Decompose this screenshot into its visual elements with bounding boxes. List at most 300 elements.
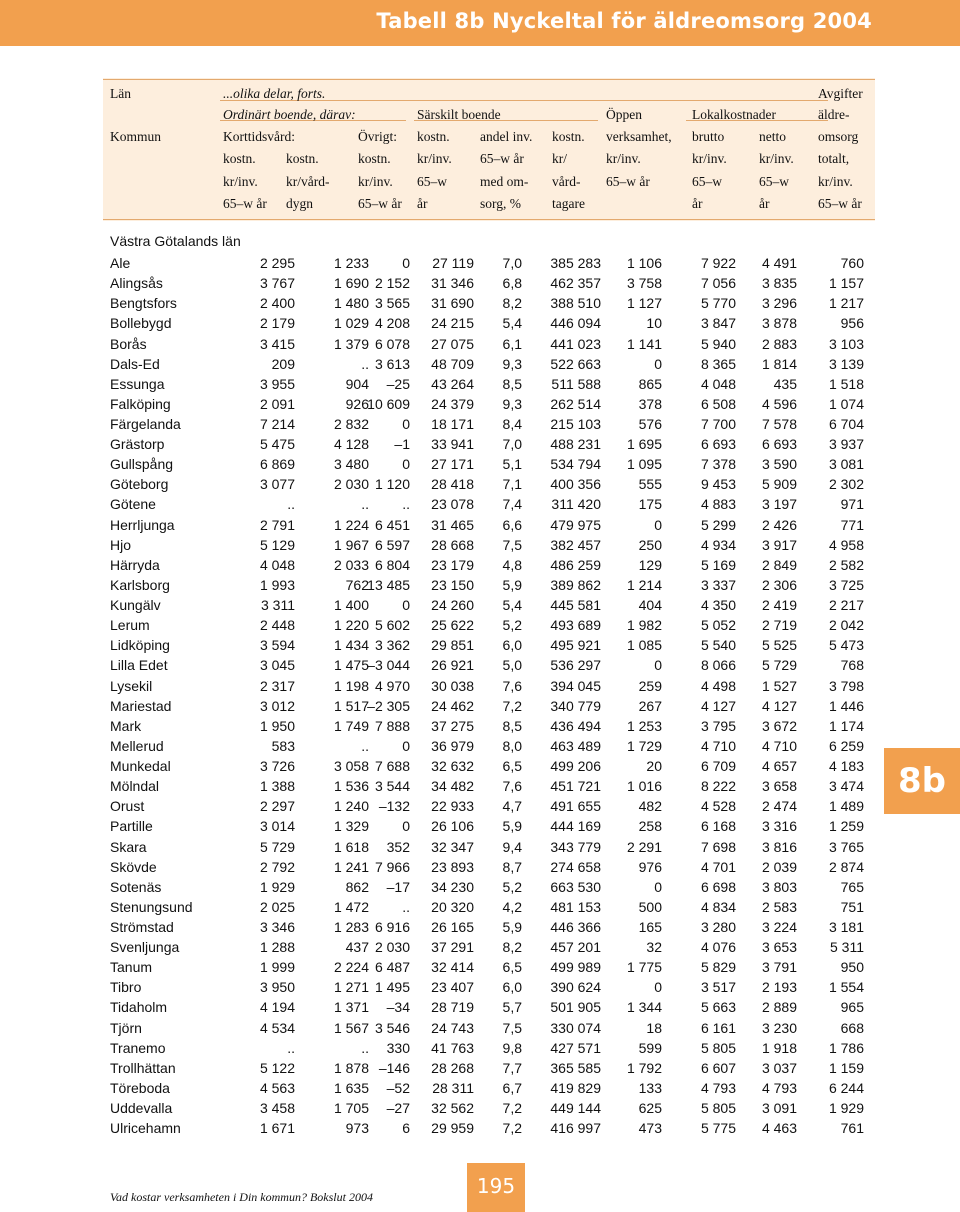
kommun-name: Borås	[110, 335, 147, 352]
table-cell: 3 937	[828, 436, 864, 453]
table-cell: 5 169	[700, 556, 736, 573]
table-cell: 488 231	[550, 436, 601, 453]
table-cell: 4 183	[828, 758, 864, 774]
table-cell: 1 379	[333, 335, 369, 352]
table-cell: 24 379	[431, 395, 474, 412]
table-cell: 3 803	[761, 878, 797, 895]
table-cell: 1 253	[626, 717, 662, 734]
table-cell: 486 259	[550, 556, 601, 573]
table-cell: 3 458	[259, 1100, 295, 1116]
table-cell: 926	[345, 395, 369, 412]
table-row	[0, 736, 960, 756]
header-aldre: äldre-	[818, 107, 850, 122]
table-cell: 5 729	[761, 657, 797, 674]
header-lan: Län	[110, 86, 131, 101]
table-row	[0, 253, 960, 273]
table-cell: 576	[638, 416, 662, 432]
table-cell: 3 415	[259, 335, 295, 352]
table-cell: 6 244	[828, 1079, 864, 1096]
table-cell: 2 295	[259, 255, 295, 271]
table-cell: 2 217	[828, 597, 864, 613]
table-cell: 2 582	[828, 556, 864, 573]
table-cell: 1 127	[626, 295, 662, 312]
table-cell: 7 056	[700, 275, 736, 292]
table-cell: 3 565	[374, 295, 410, 312]
table-cell: 7 888	[374, 717, 410, 734]
table-cell: 1 786	[828, 1039, 864, 1056]
table-cell: 1 095	[626, 456, 662, 473]
table-cell: 7 214	[259, 416, 295, 432]
table-cell: 3 280	[700, 919, 736, 935]
table-cell: ..	[402, 898, 410, 915]
table-cell: 1 729	[626, 737, 662, 754]
table-cell: 436 494	[550, 717, 601, 734]
table-cell: 31 465	[431, 516, 474, 533]
table-cell: 1 993	[259, 576, 295, 593]
table-cell: 1 982	[626, 617, 662, 634]
table-cell: 7,0	[502, 255, 522, 271]
table-cell: 6,1	[502, 335, 522, 352]
table-cell: 6 698	[700, 878, 736, 895]
table-cell: 2 419	[761, 597, 797, 613]
table-cell: 973	[345, 1120, 369, 1137]
table-cell: 7,5	[502, 536, 522, 553]
table-row	[0, 676, 960, 696]
table-row	[0, 575, 960, 595]
table-cell: 1 288	[259, 939, 295, 956]
table-cell: 1 217	[828, 295, 864, 312]
table-cell: 904	[345, 375, 369, 392]
table-cell: 6,7	[502, 1079, 522, 1096]
table-cell: 1 999	[259, 959, 295, 976]
table-cell: 4 883	[700, 496, 736, 513]
table-cell: 6 451	[374, 516, 410, 533]
table-cell: 28 418	[431, 476, 474, 493]
table-row	[0, 313, 960, 333]
table-cell: 23 179	[431, 556, 474, 573]
table-cell: 7 700	[700, 416, 736, 432]
table-row	[0, 434, 960, 454]
table-cell: 6 916	[374, 919, 410, 935]
table-cell: 1 929	[828, 1100, 864, 1116]
table-cell: 1 371	[333, 999, 369, 1016]
table-cell: 1 016	[626, 778, 662, 795]
table-cell: 32	[646, 939, 662, 956]
table-cell: 499 206	[550, 758, 601, 774]
table-cell: 3 795	[700, 717, 736, 734]
chapter-tab-label: 8b	[898, 761, 946, 801]
table-cell: 1 705	[333, 1100, 369, 1116]
table-cell: 5 805	[700, 1100, 736, 1116]
kommun-name: Falköping	[110, 395, 171, 412]
table-cell: 343 779	[550, 838, 601, 855]
table-cell: 1 029	[333, 315, 369, 332]
header-col4: 65–w	[417, 174, 447, 189]
table-cell: 1 085	[626, 637, 662, 654]
table-cell: 534 794	[550, 456, 601, 473]
table-cell: 0	[654, 979, 662, 996]
table-cell: 26 165	[431, 919, 474, 935]
table-cell: 0	[654, 516, 662, 533]
table-cell: 9,3	[502, 395, 522, 412]
table-cell: 3 546	[374, 1019, 410, 1036]
table-cell: 1 554	[828, 979, 864, 996]
kommun-name: Töreboda	[110, 1079, 170, 1096]
table-cell: 1 878	[333, 1059, 369, 1076]
table-cell: 43 264	[431, 375, 474, 392]
table-cell: 1 400	[333, 597, 369, 613]
table-cell: 1 967	[333, 536, 369, 553]
table-cell: 2 792	[259, 858, 295, 875]
table-cell: 5 805	[700, 1039, 736, 1056]
table-cell: 1 695	[626, 436, 662, 453]
table-cell: 5 299	[700, 516, 736, 533]
table-cell: 3 224	[761, 919, 797, 935]
table-row	[0, 494, 960, 514]
header-col10: 65–w år	[818, 196, 862, 211]
table-cell: 0	[654, 355, 662, 372]
table-cell: 41 763	[431, 1039, 474, 1056]
table-row	[0, 1018, 960, 1038]
table-cell: 446 366	[550, 919, 601, 935]
table-row	[0, 555, 960, 575]
table-cell: 765	[840, 878, 864, 895]
table-cell: 5,2	[502, 617, 522, 634]
kommun-name: Skara	[110, 838, 147, 855]
table-cell: 6 259	[828, 737, 864, 754]
table-cell: 23 407	[431, 979, 474, 996]
table-cell: ..	[402, 496, 410, 513]
table-cell: 3 480	[333, 456, 369, 473]
table-cell: 3 014	[259, 818, 295, 835]
table-cell: 5 540	[700, 637, 736, 654]
table-cell: 8 222	[700, 778, 736, 795]
table-cell: 2 091	[259, 395, 295, 412]
table-cell: 5 475	[259, 436, 295, 453]
table-row	[0, 816, 960, 836]
table-row	[0, 354, 960, 374]
table-cell: 259	[638, 677, 662, 694]
table-row	[0, 655, 960, 675]
table-cell: 5 829	[700, 959, 736, 976]
table-cell: 7,7	[502, 1059, 522, 1076]
table-cell: 32 562	[431, 1100, 474, 1116]
table-cell: 1 950	[259, 717, 295, 734]
header-col8: brutto	[692, 129, 725, 144]
kommun-name: Färgelanda	[110, 416, 181, 432]
table-cell: 9,3	[502, 355, 522, 372]
table-cell: 37 291	[431, 939, 474, 956]
table-row	[0, 635, 960, 655]
table-cell: 3 917	[761, 536, 797, 553]
table-cell: 2 042	[828, 617, 864, 634]
table-cell: 36 979	[431, 737, 474, 754]
header-col5: sorg, %	[480, 196, 522, 211]
header-col3: kr/inv.	[358, 174, 393, 189]
table-cell: 6,5	[502, 758, 522, 774]
table-cell: 3 791	[761, 959, 797, 976]
kommun-name: Ale	[110, 255, 131, 271]
table-cell: 394 045	[550, 677, 601, 694]
table-row	[0, 273, 960, 293]
table-cell: 865	[638, 375, 662, 392]
table-cell: 1 174	[828, 717, 864, 734]
table-cell: 3 362	[374, 637, 410, 654]
table-cell: 5 940	[700, 335, 736, 352]
kommun-name: Lidköping	[110, 637, 170, 654]
table-cell: 3 767	[259, 275, 295, 292]
table-cell: 6 709	[700, 758, 736, 774]
table-cell: 5 909	[761, 476, 797, 493]
header-col6: kostn.	[552, 129, 585, 144]
table-cell: 28 668	[431, 536, 474, 553]
table-cell: 437	[345, 939, 369, 956]
table-cell: 8,0	[502, 737, 522, 754]
table-cell: 6 597	[374, 536, 410, 553]
table-cell: 2 033	[333, 556, 369, 573]
table-cell: ..	[287, 496, 295, 513]
table-cell: 3 653	[761, 939, 797, 956]
table-cell: 1 671	[259, 1120, 295, 1137]
table-cell: 3 765	[828, 838, 864, 855]
table-cell: 1 329	[333, 818, 369, 835]
table-cell: 3 955	[259, 375, 295, 392]
table-cell: 4 793	[761, 1079, 797, 1096]
table-cell: 7,0	[502, 436, 522, 453]
table-cell: 8,2	[502, 295, 522, 312]
table-cell: 7 922	[700, 255, 736, 271]
table-cell: 5 525	[761, 637, 797, 654]
kommun-name: Hjo	[110, 536, 132, 553]
table-cell: 4,2	[502, 898, 522, 915]
table-row	[0, 857, 960, 877]
table-cell: 499 989	[550, 959, 601, 976]
table-cell: 1 220	[333, 617, 369, 634]
table-cell: 382 457	[550, 536, 601, 553]
table-cell: 4 127	[761, 697, 797, 714]
table-cell: 27 075	[431, 335, 474, 352]
header-col4: kostn.	[417, 129, 450, 144]
header-col9: 65–w	[759, 174, 789, 189]
table-cell: 2 400	[259, 295, 295, 312]
table-cell: 5,4	[502, 315, 522, 332]
table-cell: 4 128	[333, 436, 369, 453]
table-cell: 2 317	[259, 677, 295, 694]
table-cell: 3 847	[700, 315, 736, 332]
table-cell: 599	[638, 1039, 662, 1056]
table-cell: 1 159	[828, 1059, 864, 1076]
table-cell: 1 536	[333, 778, 369, 795]
table-row	[0, 897, 960, 917]
table-cell: 7 578	[761, 416, 797, 432]
table-cell: –34	[386, 999, 410, 1016]
table-cell: 3 658	[761, 778, 797, 795]
header-col2: dygn	[286, 196, 313, 211]
table-cell: 6 168	[700, 818, 736, 835]
table-cell: 330	[386, 1039, 410, 1056]
table-cell: 6 161	[700, 1019, 736, 1036]
table-cell: 404	[638, 597, 662, 613]
table-cell: 3 058	[333, 758, 369, 774]
table-cell: 390 624	[550, 979, 601, 996]
table-cell: 950	[840, 959, 864, 976]
table-cell: 4,7	[502, 798, 522, 815]
table-cell: 1 480	[333, 295, 369, 312]
header-oppen: Öppen	[606, 107, 642, 122]
table-row	[0, 293, 960, 313]
table-cell: 457 201	[550, 939, 601, 956]
table-cell: ..	[361, 737, 369, 754]
table-cell: 3 296	[761, 295, 797, 312]
table-cell: 495 921	[550, 637, 601, 654]
table-cell: 762	[345, 576, 369, 593]
kommun-name: Kungälv	[110, 597, 161, 613]
table-cell: 4 350	[700, 597, 736, 613]
table-cell: 2 302	[828, 476, 864, 493]
chapter-tab	[884, 748, 960, 814]
table-cell: 4 934	[700, 536, 736, 553]
table-cell: 0	[402, 456, 410, 473]
header-col10: totalt,	[818, 151, 850, 166]
table-cell: 971	[840, 496, 864, 513]
table-row	[0, 796, 960, 816]
header-col9: netto	[759, 129, 786, 144]
table-cell: 500	[638, 898, 662, 915]
table-cell: 4 563	[259, 1079, 295, 1096]
table-cell: 3 091	[761, 1100, 797, 1116]
table-cell: 4 048	[259, 556, 295, 573]
table-cell: 2 426	[761, 516, 797, 533]
table-cell: 24 215	[431, 315, 474, 332]
table-cell: 6,0	[502, 637, 522, 654]
table-cell: 29 959	[431, 1120, 474, 1137]
table-cell: 4 596	[761, 395, 797, 412]
table-cell: 3 337	[700, 576, 736, 593]
table-cell: 1 283	[333, 919, 369, 935]
table-cell: 6 508	[700, 395, 736, 412]
table-row	[0, 997, 960, 1017]
table-cell: 8,4	[502, 416, 522, 432]
table-cell: –2 305	[367, 697, 410, 714]
table-cell: 7,2	[502, 1100, 522, 1116]
table-cell: 3 474	[828, 778, 864, 795]
table-cell: 663 530	[550, 878, 601, 895]
table-row	[0, 1098, 960, 1118]
table-cell: 5 770	[700, 295, 736, 312]
table-cell: 1 224	[333, 516, 369, 533]
table-cell: 5 775	[700, 1120, 736, 1137]
table-cell: 761	[840, 1120, 864, 1137]
table-row	[0, 1118, 960, 1138]
kommun-name: Munkedal	[110, 758, 171, 774]
table-cell: 6,0	[502, 979, 522, 996]
table-row	[0, 615, 960, 635]
table-cell: 31 690	[431, 295, 474, 312]
kommun-name: Dals-Ed	[110, 355, 160, 372]
table-cell: 1 517	[333, 697, 369, 714]
table-cell: 583	[271, 737, 295, 754]
table-cell: 365 585	[550, 1059, 601, 1076]
table-cell: 1 198	[333, 677, 369, 694]
table-cell: 3 816	[761, 838, 797, 855]
table-row	[0, 937, 960, 957]
table-cell: 8 066	[700, 657, 736, 674]
table-cell: 5,2	[502, 878, 522, 895]
table-row	[0, 1078, 960, 1098]
table-cell: 8,5	[502, 717, 522, 734]
table-cell: 965	[840, 999, 864, 1016]
table-cell: 7 698	[700, 838, 736, 855]
table-cell: 3 037	[761, 1059, 797, 1076]
table-cell: 8,5	[502, 375, 522, 392]
kommun-name: Partille	[110, 818, 153, 835]
table-row	[0, 334, 960, 354]
table-cell: 267	[638, 697, 662, 714]
table-cell: 26 106	[431, 818, 474, 835]
header-col8: kr/inv.	[692, 151, 727, 166]
table-cell: 1 775	[626, 959, 662, 976]
table-cell: 6,5	[502, 959, 522, 976]
table-cell: 7 378	[700, 456, 736, 473]
kommun-name: Lysekil	[110, 677, 153, 694]
header-col2: kostn.	[286, 151, 319, 166]
table-cell: 1 792	[626, 1059, 662, 1076]
table-cell: 760	[840, 255, 864, 271]
kommun-name: Göteborg	[110, 476, 169, 493]
table-cell: 28 719	[431, 999, 474, 1016]
table-cell: 215 103	[550, 416, 601, 432]
table-cell: –1	[394, 436, 410, 453]
table-cell: 491 655	[550, 798, 601, 815]
table-cell: 1 241	[333, 858, 369, 875]
table-cell: 2 224	[333, 959, 369, 976]
table-row	[0, 977, 960, 997]
table-cell: 768	[840, 657, 864, 674]
table-row	[0, 595, 960, 615]
header-rule	[103, 219, 875, 220]
table-cell: 3 594	[259, 637, 295, 654]
table-cell: 2 889	[761, 999, 797, 1016]
table-cell: 1 635	[333, 1079, 369, 1096]
table-cell: 4 208	[374, 315, 410, 332]
kommun-name: Bollebygd	[110, 315, 172, 332]
table-cell: 6,6	[502, 516, 522, 533]
table-cell: 4 710	[761, 737, 797, 754]
header-col1: 65–w år	[223, 196, 267, 211]
table-cell: 2 193	[761, 979, 797, 996]
table-row	[0, 837, 960, 857]
table-cell: 4 076	[700, 939, 736, 956]
table-cell: 0	[654, 657, 662, 674]
table-cell: 3 139	[828, 355, 864, 372]
table-cell: 0	[402, 737, 410, 754]
table-cell: 1 446	[828, 697, 864, 714]
table-cell: 2 291	[626, 838, 662, 855]
table-cell: 18	[646, 1019, 662, 1036]
header-lokal: Lokalkostnader	[692, 107, 776, 122]
kommun-name: Orust	[110, 798, 145, 815]
table-cell: 2 030	[374, 939, 410, 956]
table-cell: 32 632	[431, 758, 474, 774]
table-cell: 5 122	[259, 1059, 295, 1076]
table-cell: 4 958	[828, 536, 864, 553]
table-cell: 30 038	[431, 677, 474, 694]
table-cell: 5,9	[502, 919, 522, 935]
table-cell: 1 527	[761, 677, 797, 694]
header-col1: Korttidsvård:	[223, 129, 295, 144]
table-row	[0, 515, 960, 535]
table-cell: 7 688	[374, 758, 410, 774]
